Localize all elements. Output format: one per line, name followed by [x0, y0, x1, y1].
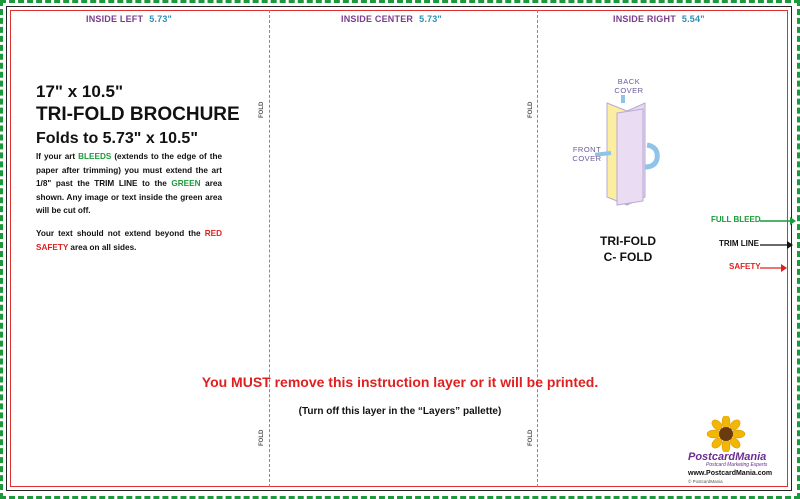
legend-text: FULL BLEED: [711, 215, 761, 224]
panel-label-inside-right: [613, 14, 705, 24]
fold-marker: FOLD: [259, 101, 265, 118]
instr-text: area shown. Any image or text inside the green area will be cut off.: [36, 179, 222, 215]
back-cover-label: [606, 77, 652, 95]
sunflower-logo-icon: [704, 416, 748, 452]
front-panel: [617, 109, 643, 205]
fold-marker: FOLD: [528, 429, 534, 446]
full-bleed-legend: [711, 215, 761, 224]
label-line: COVER: [614, 86, 644, 95]
safety-legend: [729, 262, 761, 271]
label-line: COVER: [572, 154, 602, 163]
brochure-size: 17" x 10.5": [36, 82, 124, 101]
fold-marker: FOLD: [259, 429, 265, 446]
instr-text: Your text should not extend beyond the: [36, 229, 205, 238]
panel-size: 5.54": [681, 14, 705, 24]
layers-note: (Turn off this layer in the “Layers” pallette): [298, 406, 502, 417]
legend-text: SAFETY: [729, 262, 761, 271]
logo-name: PostcardMania: [688, 451, 767, 463]
instr-text: If your art: [36, 152, 79, 161]
instr-text: area on all sides.: [68, 242, 137, 252]
panel-size: 5.73": [149, 14, 172, 24]
instr-highlight: GREEN: [171, 179, 201, 188]
panel-size: 5.73": [419, 14, 442, 24]
panel-name: INSIDE RIGHT: [613, 14, 676, 24]
remove-layer-warning: You MUST remove this instruction layer or it will be printed.: [201, 374, 599, 390]
trifold-caption: [560, 233, 696, 265]
safety-arrow-icon: [760, 263, 790, 273]
instr-highlight: RED SAFETY: [36, 229, 222, 252]
panel-name: INSIDE CENTER: [341, 14, 414, 24]
logo-copyright: © PostcardMania: [688, 479, 723, 484]
safety-instructions: [36, 227, 222, 254]
full-bleed-arrow-icon: [760, 216, 796, 226]
trim-line-legend: [719, 239, 759, 248]
panel-name: INSIDE LEFT: [86, 14, 144, 24]
label-line: BACK: [617, 77, 641, 86]
bleed-instructions: [36, 150, 222, 218]
label-line: FRONT: [572, 145, 602, 154]
legend-text: TRIM LINE: [719, 239, 759, 248]
logo-tagline: Postcard Marketing Experts: [706, 462, 768, 468]
instr-highlight: BLEEDS: [78, 152, 112, 161]
fold-size: Folds to 5.73" x 10.5": [36, 130, 198, 147]
brochure-type: TRI-FOLD BROCHURE: [36, 104, 240, 125]
caption-line: C- FOLD: [603, 250, 653, 264]
instr-text: (extends to the edge of the paper after trimming) you must extend the art 1/8" past the TRIM LINE to the: [36, 152, 222, 188]
panel-label-inside-left: [86, 14, 172, 24]
fold-marker: FOLD: [528, 101, 534, 118]
front-cover-label: [563, 145, 611, 163]
caption-line: TRI-FOLD: [600, 234, 656, 248]
panel-label-inside-center: [341, 14, 442, 24]
trim-line-arrow-icon: [760, 240, 796, 250]
logo-url: www.PostcardMania.com: [688, 470, 773, 477]
fold-arrow: [645, 145, 657, 167]
